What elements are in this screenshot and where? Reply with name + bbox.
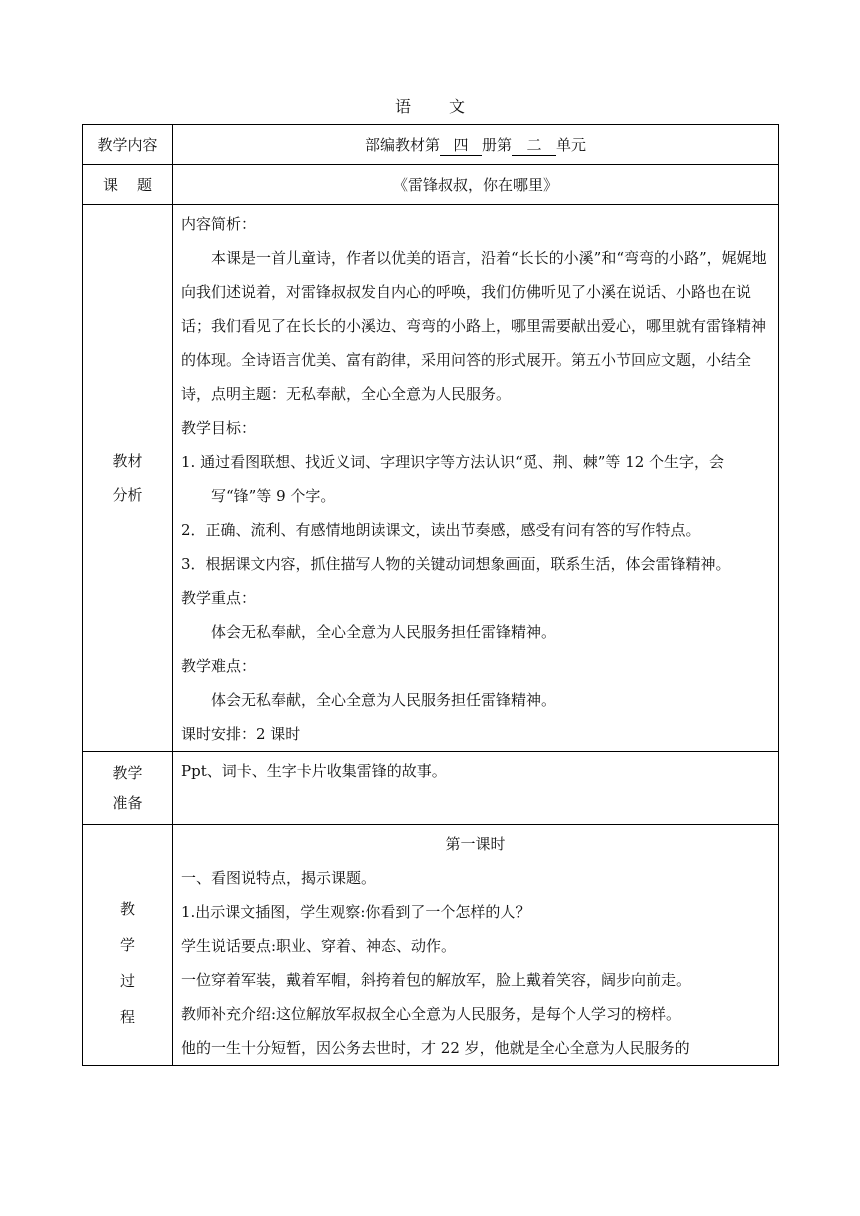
goal-2: 2．正确、流利、有感情地朗读课文，读出节奏感，感受有问有答的写作特点。	[181, 521, 701, 539]
session-heading: 第一课时	[445, 835, 506, 853]
title-char-2: 文	[449, 97, 466, 116]
preparation-label-line-2: 准备	[112, 794, 143, 812]
goals-heading: 教学目标：	[181, 419, 257, 437]
topic-label: 课 题	[83, 165, 173, 205]
process-step-1-1: 1.出示课文插图，学生观察:你看到了一个怎样的人？	[181, 903, 531, 921]
key-text: 体会无私奉献，全心全意为人民服务担任雷锋精神。	[211, 623, 557, 641]
process-label-char-2: 学	[119, 936, 135, 954]
volume-blank: 四	[440, 134, 482, 156]
preparation-text: Ppt、词卡、生字卡片收集雷锋的故事。	[181, 762, 447, 780]
teaching-content-value	[173, 125, 779, 165]
preparation-content	[173, 752, 779, 825]
process-step-1: 一、看图说特点，揭示课题。	[181, 869, 377, 887]
title-char-1: 语	[394, 97, 411, 116]
process-label-char-3: 过	[119, 972, 135, 990]
topic-value: 《雷锋叔叔，你在哪里》	[173, 165, 779, 205]
row-preparation	[83, 752, 779, 825]
difficulty-text: 体会无私奉献，全心全意为人民服务担任雷锋精神。	[211, 691, 557, 709]
summary-text: 本课是一首儿童诗，作者以优美的语言，沿着“长长的小溪”和“弯弯的小路”，娓娓地向我们述说着，对雷锋叔叔发自内心的呼唤，我们仿佛听见了小溪在说话、小路也在说话；我们看见了在长长的小溪边、弯弯的小路上，哪里需要献出爱心，哪里就有雷锋精神的体现。全诗语言优美、富有韵律，采用问答的形式展开。第五小节回应文题，小结全诗，点明主题：无私奉献，全心全意为人民服务。	[181, 249, 767, 403]
row-topic	[83, 165, 779, 205]
row-process	[83, 825, 779, 1066]
preparation-label-line-1: 教学	[112, 764, 143, 782]
document-title	[0, 94, 860, 117]
analysis-label-line-1: 教材	[112, 452, 143, 470]
analysis-label	[83, 205, 173, 752]
difficulty-heading: 教学难点：	[181, 657, 257, 675]
analysis-label-line-2: 分析	[112, 486, 143, 504]
process-line-3: 学生说话要点:职业、穿着、神态、动作。	[181, 937, 457, 955]
unit-blank: 二	[512, 134, 556, 156]
preparation-label	[83, 752, 173, 825]
key-heading: 教学重点：	[181, 589, 257, 607]
content-prefix: 部编教材第	[364, 135, 440, 154]
teaching-content-label: 教学内容	[83, 125, 173, 165]
content-mid: 册第	[481, 135, 512, 154]
schedule: 课时安排：2 课时	[181, 725, 301, 743]
summary-heading: 内容简析：	[181, 215, 257, 233]
process-content	[173, 825, 779, 1066]
process-label-char-4: 程	[119, 1008, 135, 1026]
lesson-plan-table	[82, 124, 779, 1066]
goal-3: 3．根据课文内容，抓住描写人物的关键动词想象画面，联系生活，体会雷锋精神。	[181, 555, 731, 573]
process-line-6: 他的一生十分短暂，因公务去世时，才 22 岁，他就是全心全意为人民服务的	[181, 1039, 690, 1057]
goal-1: 1. 通过看图联想、找近义词、字理识字等方法认识“觅、荆、棘”等 12 个生字，会写“锋”等 9 个字。	[181, 453, 725, 505]
process-line-5: 教师补充介绍:这位解放军叔叔全心全意为人民服务，是每个人学习的榜样。	[181, 1005, 682, 1023]
row-analysis	[83, 205, 779, 752]
row-teaching-content	[83, 125, 779, 165]
process-line-4: 一位穿着军装，戴着军帽，斜挎着包的解放军，脸上戴着笑容，阔步向前走。	[181, 971, 692, 989]
process-label	[83, 825, 173, 1066]
analysis-content	[173, 205, 779, 752]
process-label-char-1: 教	[119, 900, 135, 918]
content-suffix: 单元	[556, 135, 587, 154]
